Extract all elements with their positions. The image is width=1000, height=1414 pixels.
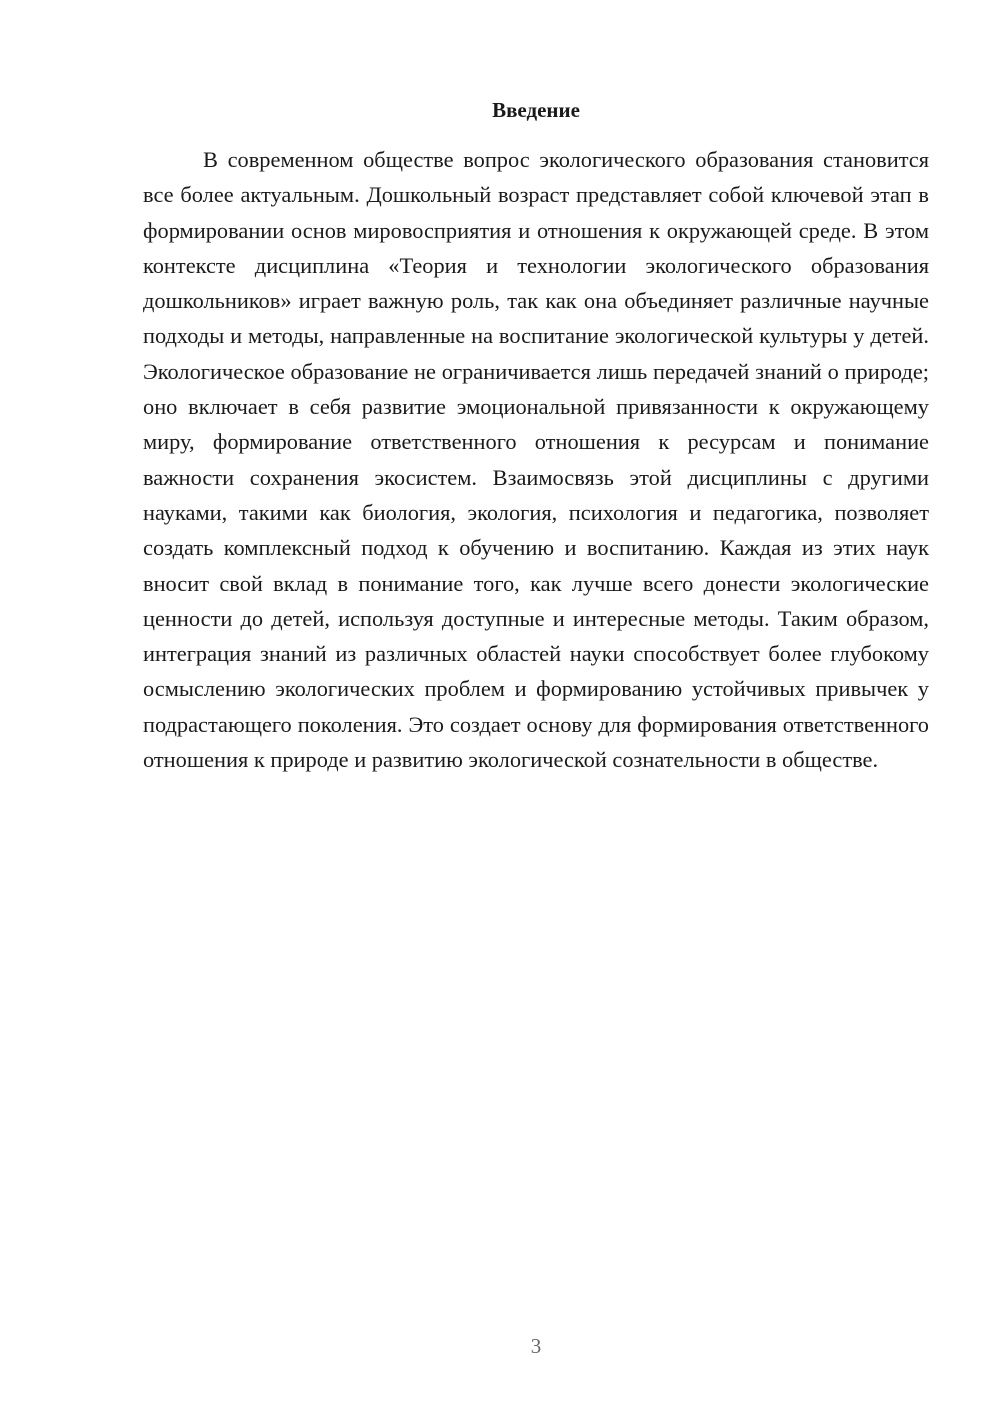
section-title: Введение bbox=[492, 98, 580, 122]
body-paragraph: В современном обществе вопрос экологического образования становится все более актуальным. Дошкольный возраст представляет собой ключевой этап в формировании основ мировосприятия и отношения к окружающей среде. В этом контексте дисциплина «Теория и технологии экологического образования дошкольников» играет важную роль, так как она объединяет различные научные подходы и методы, направленные на воспитание экологической культуры у детей. Экологическое образование не ограничивается лишь передачей знаний о природе; оно включает в себя развитие эмоциональной привязанности к окружающему миру, формирование ответственного отношения к ресурсам и понимание важности сохранения экосистем. Взаимосвязь этой дисциплины с другими науками, такими как биология, экология, психология и педагогика, позволяет создать комплексный подход к обучению и воспитанию. Каждая из этих наук вносит свой вклад в понимание того, как лучше всего донести экологические ценности до детей, используя доступные и интересные методы. Таким образом, интеграция знаний из различных областей науки способствует более глубокому осмыслению экологических проблем и формированию устойчивых привычек у подрастающего поколения. Это создает основу для формирования ответственного отношения к природе и развитию экологической сознательности в обществе. bbox=[143, 147, 929, 773]
page-number: 3 bbox=[530, 1334, 542, 1358]
